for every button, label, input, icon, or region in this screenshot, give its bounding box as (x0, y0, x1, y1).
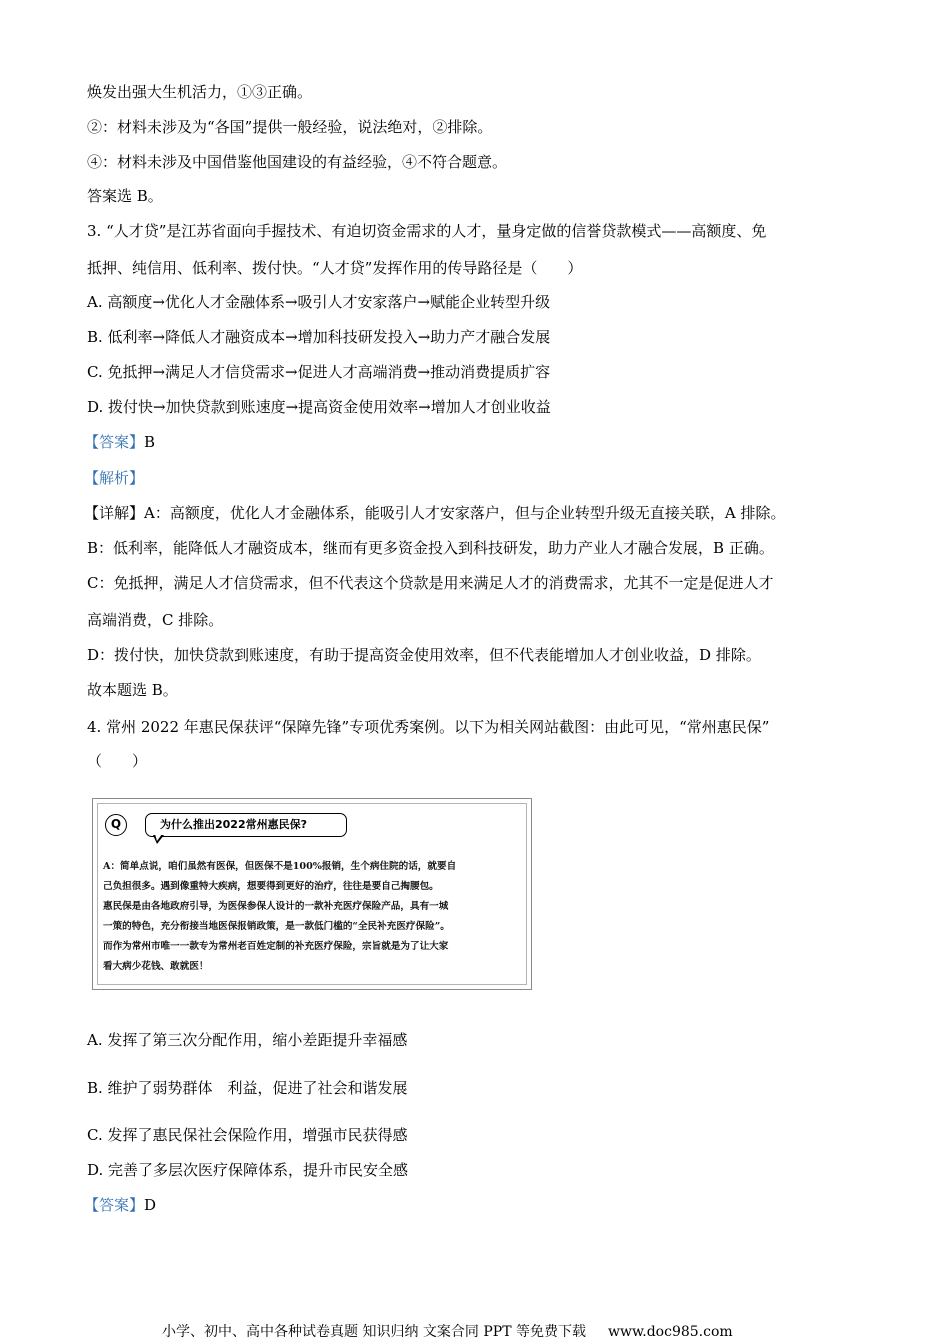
detail-line: B：低利率，能降低人才融资成本，继而有更多资金投入到科技研发，助力产业人才融合发展，B 正确。 (87, 539, 774, 557)
text-line: 焕发出强大生机活力，①③正确。 (87, 83, 313, 101)
answer-text-line: A：简单点说，咱们虽然有医保，但医保不是100%报销，生个病住院的话，就要自 (103, 861, 457, 872)
page-footer (162, 1323, 733, 1341)
answer-value: D (144, 1196, 157, 1214)
website-screenshot (92, 798, 532, 990)
answer-text-line: 而作为常州市唯一一款专为常州老百姓定制的补充医疗保险，宗旨就是为了让大家 (103, 941, 449, 952)
answer-tag: 【答案】 (84, 433, 145, 451)
question-3-option-a: A. 高额度→优化人才金融体系→吸引人才安家落户→赋能企业转型升级 (87, 293, 551, 311)
text-line: 答案选 B。 (87, 187, 163, 205)
answer-tag: 【答案】 (84, 1196, 145, 1214)
text-line: ②：材料未涉及为“各国”提供一般经验，说法绝对，②排除。 (87, 118, 493, 136)
question-4-option-a: A. 发挥了第三次分配作用，缩小差距提升幸福感 (87, 1031, 408, 1049)
detail-text: A：高额度，优化人才金融体系，能吸引人才安家落户，但与企业转型升级无直接关联，A 排除。 (144, 504, 786, 522)
question-4-option-c: C. 发挥了惠民保社会保险作用，增强市民获得感 (87, 1126, 408, 1144)
answer-text-line: 看大病少花钱、敢就医！ (103, 961, 209, 972)
text-line: ④：材料未涉及中国借鉴他国建设的有益经验，④不符合题意。 (87, 153, 508, 171)
question-4-stem-cont: （ ） (87, 752, 148, 770)
bubble-tail-inner (155, 834, 162, 841)
question-bubble: 为什么推出2022常州惠民保? (145, 813, 347, 837)
question-3-answer (84, 432, 155, 452)
answer-text-line: 惠民保是由各地政府引导，为医保参保人设计的一款补充医疗保险产品，具有一城 (103, 901, 449, 912)
q-icon: Q (105, 814, 127, 836)
answer-text (103, 857, 523, 977)
question-3-stem: 3. “人才贷”是江苏省面向手握技术、有迫切资金需求的人才，量身定做的信誉贷款模式——高额度、免 (87, 222, 767, 240)
question-3-option-d: D. 拨付快→加快贷款到账速度→提高资金使用效率→增加人才创业收益 (87, 398, 551, 416)
footer-text: 小学、初中、高中各种试卷真题 知识归纳 文案合同 PPT 等免费下载 (162, 1324, 586, 1340)
answer-value: B (144, 433, 156, 451)
analysis-tag: 【解析】 (84, 469, 145, 487)
answer-text-line: 己负担很多。遇到像重特大疾病，想要得到更好的治疗，往往是要自己掏腰包。 (103, 881, 439, 892)
detail-line: C：免抵押，满足人才信贷需求，但不代表这个贷款是用来满足人才的消费需求，尤其不一定是促进人才 (87, 574, 774, 592)
question-4-answer (84, 1195, 156, 1215)
detail-line: D：拨付快，加快贷款到账速度，有助于提高资金使用效率，但不代表能增加人才创业收益，D 排除。 (87, 646, 761, 664)
detail-line: 高端消费，C 排除。 (87, 611, 224, 629)
question-3-detail (84, 503, 785, 523)
footer-link[interactable]: www.doc985.com (607, 1324, 733, 1340)
question-4-option-d: D. 完善了多层次医疗保障体系，提升市民安全感 (87, 1161, 409, 1179)
conclusion-line: 故本题选 B。 (87, 681, 178, 699)
question-3-stem-cont: 抵押、纯信用、低利率、拨付快。“人才贷”发挥作用的传导路径是（ ） (87, 259, 583, 277)
answer-text-line: 一策的特色，充分衔接当地医保报销政策，是一款低门槛的“全民补充医疗保险”。 (103, 921, 450, 932)
question-4-option-b: B. 维护了弱势群体 利益，促进了社会和谐发展 (87, 1079, 408, 1097)
question-3-option-b: B. 低利率→降低人才融资成本→增加科技研发投入→助力产才融合发展 (87, 328, 551, 346)
detail-tag: 【详解】 (84, 504, 145, 522)
question-4-stem: 4. 常州 2022 年惠民保获评“保障先锋”专项优秀案例。以下为相关网站截图：由此可见，“常州惠民保” (87, 718, 770, 736)
question-3-option-c: C. 免抵押→满足人才信贷需求→促进人才高端消费→推动消费提质扩容 (87, 363, 551, 381)
